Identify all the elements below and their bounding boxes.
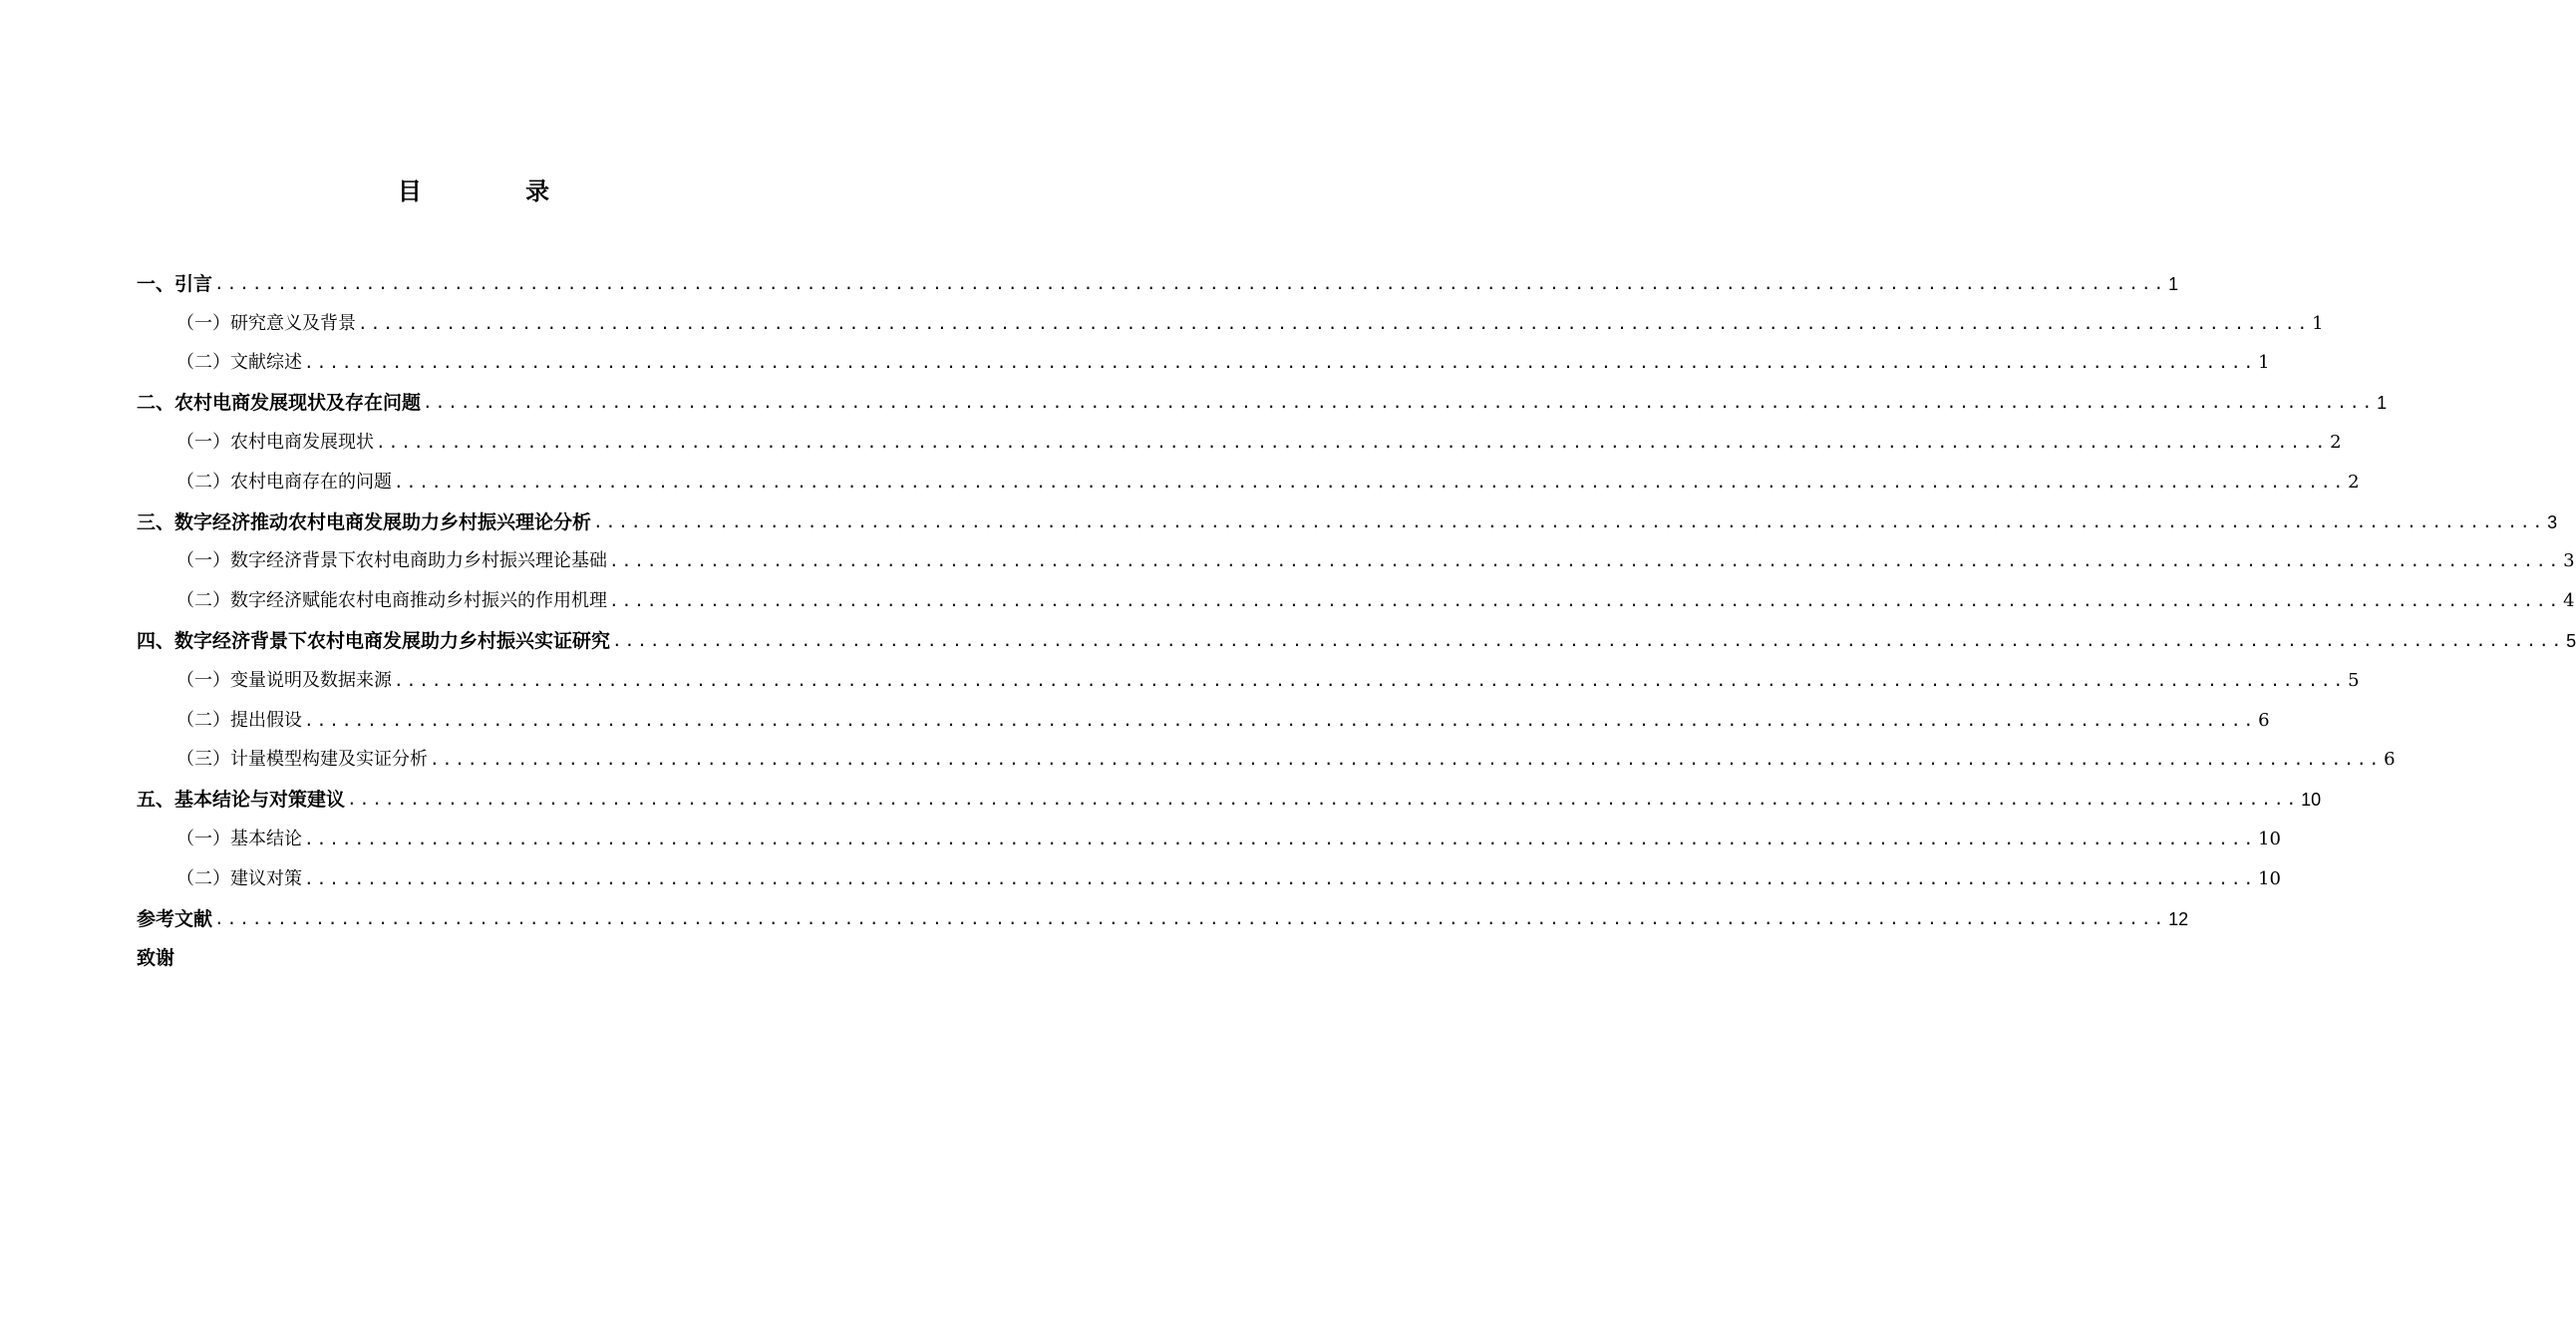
toc-entry-existing-problems[interactable]: [137, 456, 2360, 496]
toc-entry-theoretical-analysis[interactable]: [137, 496, 2558, 535]
toc-entry-theoretical-basis[interactable]: [137, 535, 2575, 575]
toc-dot-leader: ...........................................................................................................................................................: [609, 591, 2562, 611]
toc-dot-leader: ...........................................................................................................................................................: [347, 790, 2300, 810]
toc-entry-label: （一）农村电商发展现状: [176, 431, 374, 453]
toc-entry-label: （三）计量模型构建及实证分析: [176, 749, 428, 771]
toc-entry-hypotheses[interactable]: [137, 694, 2270, 734]
toc-entry-empirical-research[interactable]: [137, 614, 2576, 654]
toc-entry-mechanism[interactable]: [137, 574, 2575, 614]
toc-entry-basic-conclusions[interactable]: [137, 813, 2281, 852]
toc-page-number: 10: [2258, 867, 2281, 889]
toc-entry-label: 四、数字经济背景下农村电商发展助力乡村振兴实证研究: [137, 629, 611, 652]
toc-dot-leader: ...........................................................................................................................................................: [376, 432, 2329, 452]
toc-page-number: 10: [2258, 828, 2281, 849]
toc-page-number: 1: [2258, 352, 2270, 374]
toc-entry-development-status[interactable]: [137, 416, 2342, 456]
toc-page-number: 5: [2566, 630, 2576, 651]
toc-entry-research-significance[interactable]: [137, 297, 2324, 337]
toc-page-number: 1: [2377, 393, 2388, 414]
toc-page-number: 1: [2168, 273, 2179, 294]
toc-dot-leader: ...........................................................................................................................................................: [394, 472, 2347, 492]
toc-dot-leader: ...........................................................................................................................................................: [609, 551, 2562, 571]
toc-page-number: 2: [2330, 431, 2342, 453]
toc-entry-label: 五、基本结论与对策建议: [137, 789, 346, 812]
toc-page-number: 2: [2348, 471, 2360, 493]
toc-page-number: 1: [2312, 312, 2324, 334]
toc-entry-label: （二）文献综述: [176, 352, 302, 374]
toc-entry-conclusions[interactable]: [137, 773, 2322, 813]
toc-entry-literature-review[interactable]: [137, 337, 2270, 377]
page-title: 目 录: [397, 177, 598, 205]
toc-entry-introduction[interactable]: [137, 257, 2179, 297]
toc-page-number: 4: [2563, 590, 2575, 612]
toc-entry-label: 致谢: [137, 947, 175, 970]
toc-entry-suggestions[interactable]: [137, 852, 2281, 892]
toc-entry-acknowledgements[interactable]: [137, 932, 848, 972]
toc-page-number: 6: [2258, 709, 2270, 731]
toc-entry-label: （二）农村电商存在的问题: [176, 471, 392, 493]
toc-dot-leader: ...........................................................................................................................................................: [593, 511, 2546, 531]
toc-dot-leader: ...........................................................................................................................................................: [423, 393, 2376, 413]
toc-dot-leader: ...........................................................................................................................................................: [304, 829, 2257, 848]
toc-page-number: 6: [2384, 749, 2396, 771]
table-of-contents: [137, 257, 2576, 971]
toc-page-number: 5: [2348, 669, 2360, 691]
toc-entry-label: （二）提出假设: [176, 709, 302, 731]
toc-dot-leader: ...........................................................................................................................................................: [430, 750, 2383, 770]
toc-entry-label: （一）基本结论: [176, 828, 302, 849]
toc-entry-current-status[interactable]: [137, 376, 2388, 416]
toc-entry-label: 一、引言: [137, 272, 213, 295]
toc-dot-leader: ...........................................................................................................................................................: [304, 710, 2257, 730]
toc-dot-leader: ...........................................................................................................................................................: [214, 273, 2167, 293]
toc-entry-variables-data[interactable]: [137, 654, 2360, 694]
toc-page-number: 10: [2301, 790, 2322, 811]
toc-entry-label: （一）数字经济背景下农村电商助力乡村振兴理论基础: [176, 550, 607, 572]
toc-entry-label: （二）数字经济赋能农村电商推动乡村振兴的作用机理: [176, 590, 607, 612]
toc-dot-leader: ...........................................................................................................................................................: [304, 868, 2257, 888]
toc-entry-label: （一）变量说明及数据来源: [176, 669, 392, 691]
toc-entry-label: 三、数字经济推动农村电商发展助力乡村振兴理论分析: [137, 510, 592, 533]
toc-page-number: 12: [2168, 908, 2189, 929]
toc-page-number: 3: [2547, 511, 2558, 532]
toc-entry-label: （二）建议对策: [176, 867, 302, 889]
toc-dot-leader: ...........................................................................................................................................................: [304, 353, 2257, 373]
toc-dot-leader: ...........................................................................................................................................................: [358, 313, 2311, 333]
toc-entry-label: 参考文献: [137, 907, 213, 930]
toc-entry-label: （一）研究意义及背景: [176, 312, 356, 334]
toc-dot-leader: ...........................................................................................................................................................: [214, 908, 2167, 928]
toc-dot-leader: ...........................................................................................................................................................: [612, 630, 2565, 650]
toc-dot-leader: ...........................................................................................................................................................: [394, 670, 2347, 690]
toc-entry-econometric-model[interactable]: [137, 734, 2396, 774]
toc-entry-references[interactable]: [137, 892, 2189, 932]
toc-page-number: 3: [2563, 550, 2575, 572]
toc-entry-label: 二、农村电商发展现状及存在问题: [137, 392, 422, 415]
